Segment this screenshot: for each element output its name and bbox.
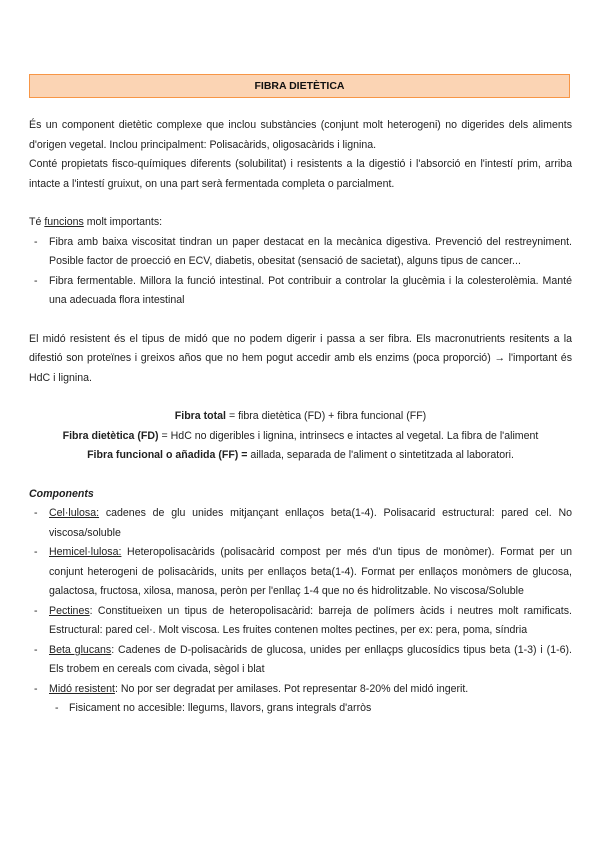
component-pectines: - Pectines: Constitueixen un tipus de heteropolisacàrid: barreja de polímers àcids i neutres molt ramificats. Estructural: pared cel·. Molt viscosa. Les fruites contenen moltes pectines, per ex: pera, poma, síndria	[29, 602, 572, 641]
definition-fibra-dietetica: Fibra dietètica (FD) = HdC no digeribles i lignina, intrinsecs e intactes al vegetal. La fibra de l'aliment	[62, 429, 539, 442]
list-item: - Fibra amb baixa viscositat tindran un paper destacat en la mecànica digestiva. Prevenció del restreyniment. Posible factor de proecció en ECV, diabetis, obesitat (sensació de sacietat), alguns tipus de cancer...	[29, 233, 572, 272]
components-list	[29, 504, 572, 699]
intro-paragraph-1: És un component dietètic complexe que inclou substàncies (conjunt molt heterogeni) no digerides dels aliments d'origen vegetal. Inclou principalment: Polisacàrids, oligosacàrids i lignina.	[29, 119, 572, 151]
definition-fibra-total: Fibra total = fibra dietètica (FD) + fibra funcional (FF)	[174, 410, 427, 422]
component-cellulosa: - Cel·lulosa: cadenes de glu unides mitjançant enllaços beta(1-4). Polisacarid estructural: pared cel. No viscosa/soluble	[29, 504, 572, 543]
components-heading: Components	[29, 487, 94, 500]
title-banner	[29, 74, 570, 98]
component-beta-glucans: - Beta glucans: Cadenes de D-polisacàrids de glucosa, unides per enllaçps glucosídics tipus beta (1-3) i (1-6). Els trobem en cereals com civada, sègol i blat	[29, 641, 572, 680]
component-mido-resistent: - Midó resistent: No por ser degradat per amilases. Pot representar 8-20% del midó ingerit.	[29, 680, 572, 700]
intro-paragraph-2: Conté propietats fisco-químiques diferents (solubilitat) i resistents a la digestió i l'absorció en l'intestí prim, arriba intacte a l'intestí gruixut, on una part serà fermentada completa o parcialment.	[29, 158, 572, 190]
functions-keyword: funcions	[44, 216, 84, 228]
definition-fibra-funcional: Fibra funcional o añadida (FF) = aillada, separada de l'aliment o sintetitzada al laboratori.	[87, 449, 514, 461]
functions-list	[29, 233, 572, 311]
component-hemicellulosa: - Hemicel·lulosa: Heteropolisacàrids (polisacàrid compost per més d'un tipus de monòmer). Format per un conjunt heterogeni de polisacàrids, units per enllaços beta(1-4). Format per enllaços monòmers de glucosa, galactosa, fructosa, xilosa, manosa, peròn per l'enllaç 1-4 que no és hidrolitzable. No viscosa/Soluble	[29, 543, 572, 602]
starch-paragraph: El midó resistent és el tipus de midó que no podem digerir i passa a ser fibra. Els macronutrients resitents a la difestió son proteïnes i greixos años que no hem pogut accedir amb els enzims (poca proporció) → l'important és HdC i lignina.	[29, 332, 572, 384]
document-body	[29, 116, 572, 719]
list-item: - Fibra fermentable. Millora la funció intestinal. Pot contribuir a controlar la glucèmia i la colesterolèmia. Manté una adecuada flora intestinal	[29, 272, 572, 311]
list-item: - Fisicament no accesible: llegums, llavors, grans integrals d'arròs	[29, 699, 572, 719]
functions-heading: Té funcions molt importants:	[29, 216, 163, 228]
page-title: FIBRA DIETÈTICA	[254, 80, 345, 92]
components-sublist	[29, 699, 572, 719]
